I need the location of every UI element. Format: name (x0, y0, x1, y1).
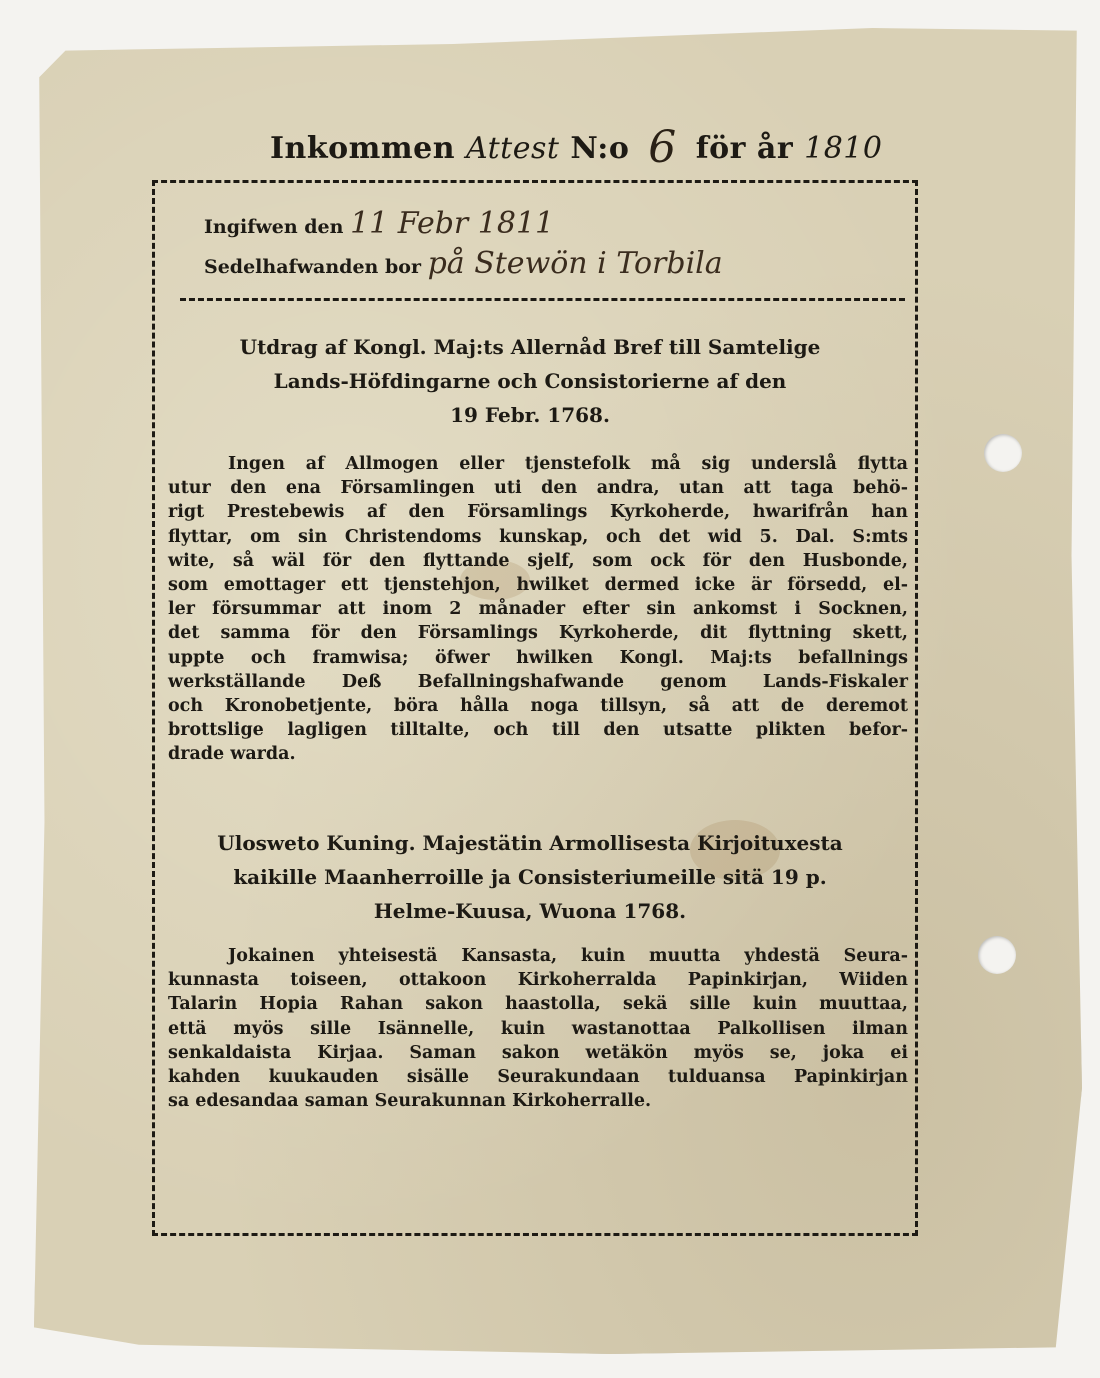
residence-field (204, 246, 723, 281)
finnish-title (170, 826, 890, 928)
submitted-field (204, 206, 554, 241)
document-header (270, 118, 883, 173)
divider-line (180, 298, 905, 301)
finnish-body-line: sa edesandaa saman Seurakunnan Kirkoherralle. (168, 1091, 652, 1112)
swedish-body-line: brottslige lagligen tilltalte, och till den utsatte plikten befor- (168, 720, 908, 741)
header-handwritten-year: 1810 (804, 131, 883, 166)
swedish-body-line: drade warda. (168, 744, 296, 765)
finnish-body-line: senkaldaista Kirjaa. Saman sakon wetäkön myös se, joka ei (168, 1042, 908, 1063)
punch-hole-top (984, 434, 1022, 472)
swedish-body-line: det samma för den Församlings Kyrkoherde, dit flyttning skett, (168, 623, 908, 644)
header-word-attest: Attest (465, 131, 560, 166)
swedish-body-line: uppte och framwisa; öfwer hwilken Kongl. Maj:ts befallnings (168, 647, 908, 668)
header-word-inkommen: Inkommen (270, 131, 456, 166)
submitted-handwritten-date: 11 Febr 1811 (350, 206, 555, 241)
finnish-body (168, 944, 908, 1113)
finnish-body-line: Talarin Hopia Rahan sakon haastolla, sekä sille kuin muuttaa, (168, 994, 908, 1015)
swedish-body-line: som emottager ett tjenstehjon, hwilket dermed icke är försedd, el- (168, 575, 908, 596)
swedish-body-line: Ingen af Allmogen eller tjenstefolk må sig underslå flytta (228, 454, 908, 474)
finnish-title-line: Ulosweto Kuning. Majestätin Armollisesta Kirjoituxesta (217, 831, 843, 855)
residence-label: Sedelhafwanden bor (204, 256, 421, 278)
punch-hole-bottom (978, 936, 1016, 974)
swedish-body-line: utur den ena Församlingen uti den andra, utan att taga behö- (168, 478, 908, 499)
header-word-no: N:o (570, 131, 630, 166)
finnish-body-line: Jokainen yhteisestä Kansasta, kuin muutta yhdestä Seura- (228, 946, 908, 966)
header-word-for-ar: för år (695, 131, 794, 166)
residence-handwritten-value: på Stewön i Torbila (427, 246, 723, 281)
finnish-title-date: Helme-Kuusa, Wuona 1768. (373, 899, 687, 923)
submitted-label: Ingifwen den (204, 216, 344, 238)
swedish-body-line: och Kronobetjente, böra hålla noga tillsyn, så att de deremot (168, 696, 908, 717)
swedish-body-line: flyttar, om sin Christendoms kunskap, och det wid 5. Dal. S:mts (168, 526, 908, 547)
finnish-title-line: kaikille Maanherroille ja Consisteriumeille sitä 19 p. (233, 865, 827, 889)
finnish-body-line: kahden kuukauden sisälle Seurakundaan tulduansa Papinkirjan (168, 1067, 908, 1088)
swedish-body-line: rigt Prestebewis af den Församlings Kyrkoherde, hwarifrån han (168, 502, 908, 523)
swedish-body-line: werkställande Deß Befallningshafwande genom Lands-Fiskaler (168, 671, 908, 692)
finnish-body-line: kunnasta toiseen, ottakoon Kirkoherralda Papinkirjan, Wiiden (168, 970, 908, 991)
swedish-body (168, 452, 908, 767)
swedish-body-line: wite, så wäl för den flyttande sjelf, som ock för den Husbonde, (168, 550, 908, 571)
swedish-body-line: ler försummar att inom 2 månader efter sin ankomst i Socknen, (168, 599, 908, 620)
swedish-title-date: 19 Febr. 1768. (450, 403, 610, 427)
finnish-body-line: että myös sille Isännelle, kuin wastanottaa Palkollisen ilman (168, 1018, 908, 1039)
swedish-title-line: Utdrag af Kongl. Maj:ts Allernåd Bref till Samtelige (239, 335, 821, 359)
swedish-title-line: Lands-Höfdingarne och Consistorierne af den (273, 369, 787, 393)
swedish-title (170, 330, 890, 432)
header-handwritten-number: 6 (648, 122, 677, 173)
